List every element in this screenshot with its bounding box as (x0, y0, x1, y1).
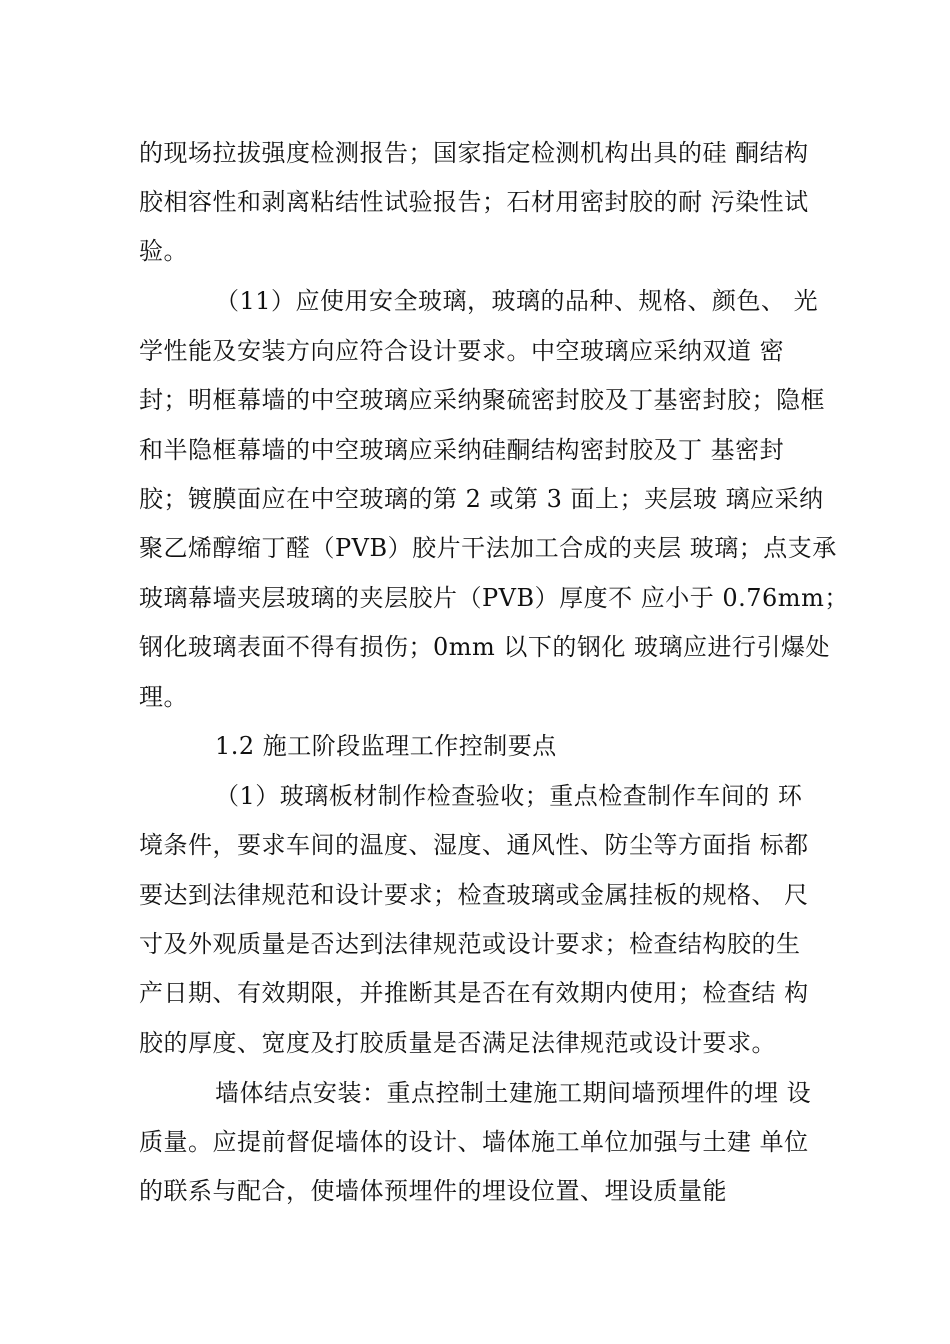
paragraph-start-line: （1）玻璃板材制作检查验收；重点检查制作车间的 环 (215, 782, 803, 810)
paragraph-start-line: （11）应使用安全玻璃，玻璃的品种、规格、颜色、 光 (215, 287, 819, 315)
text-line: 要达到法律规范和设计要求；检查玻璃或金属挂板的规格、 尺 (139, 881, 809, 909)
text-line: 和半隐框幕墙的中空玻璃应采纳硅酮结构密封胶及丁 基密封 (139, 436, 785, 464)
text-line: 封；明框幕墙的中空玻璃应采纳聚硫密封胶及丁基密封胶；隐框 (139, 386, 825, 414)
text-line: 胶相容性和剥离粘结性试验报告；石材用密封胶的耐 污染性试 (139, 188, 809, 216)
text-line: 寸及外观质量是否达到法律规范或设计要求；检查结构胶的生 (139, 930, 801, 958)
text-line: 钢化玻璃表面不得有损伤；0mm 以下的钢化 玻璃应进行引爆处 (139, 633, 831, 661)
text-line: 质量。应提前督促墙体的设计、墙体施工单位加强与土建 单位 (139, 1128, 809, 1156)
text-line: 理。 (139, 683, 188, 711)
text-line: 验。 (139, 237, 188, 265)
paragraph-start-line: 墙体结点安装：重点控制土建施工期间墙预埋件的埋 设 (215, 1079, 812, 1107)
text-line: 的联系与配合，使墙体预埋件的埋设位置、埋设质量能 (139, 1177, 727, 1205)
text-line: 学性能及安装方向应符合设计要求。中空玻璃应采纳双道 密 (139, 337, 785, 365)
text-line: 胶；镀膜面应在中空玻璃的第 2 或第 3 面上；夹层玻 璃应采纳 (139, 485, 824, 513)
text-line: 的现场拉拔强度检测报告；国家指定检测机构出具的硅 酮结构 (139, 139, 809, 167)
text-line: 聚乙烯醇缩丁醛（PVB）胶片干法加工合成的夹层 玻璃；点支承 (139, 534, 837, 562)
text-line: 产日期、有效期限，并推断其是否在有效期内使用；检查结 构 (139, 979, 809, 1007)
text-line: 境条件，要求车间的温度、湿度、通风性、防尘等方面指 标都 (139, 831, 809, 859)
section-heading: 1.2 施工阶段监理工作控制要点 (215, 732, 557, 760)
text-line: 胶的厚度、宽度及打胶质量是否满足法律规范或设计要求。 (139, 1029, 776, 1057)
text-line: 玻璃幕墙夹层玻璃的夹层胶片（PVB）厚度不 应小于 0.76mm； (139, 584, 849, 612)
